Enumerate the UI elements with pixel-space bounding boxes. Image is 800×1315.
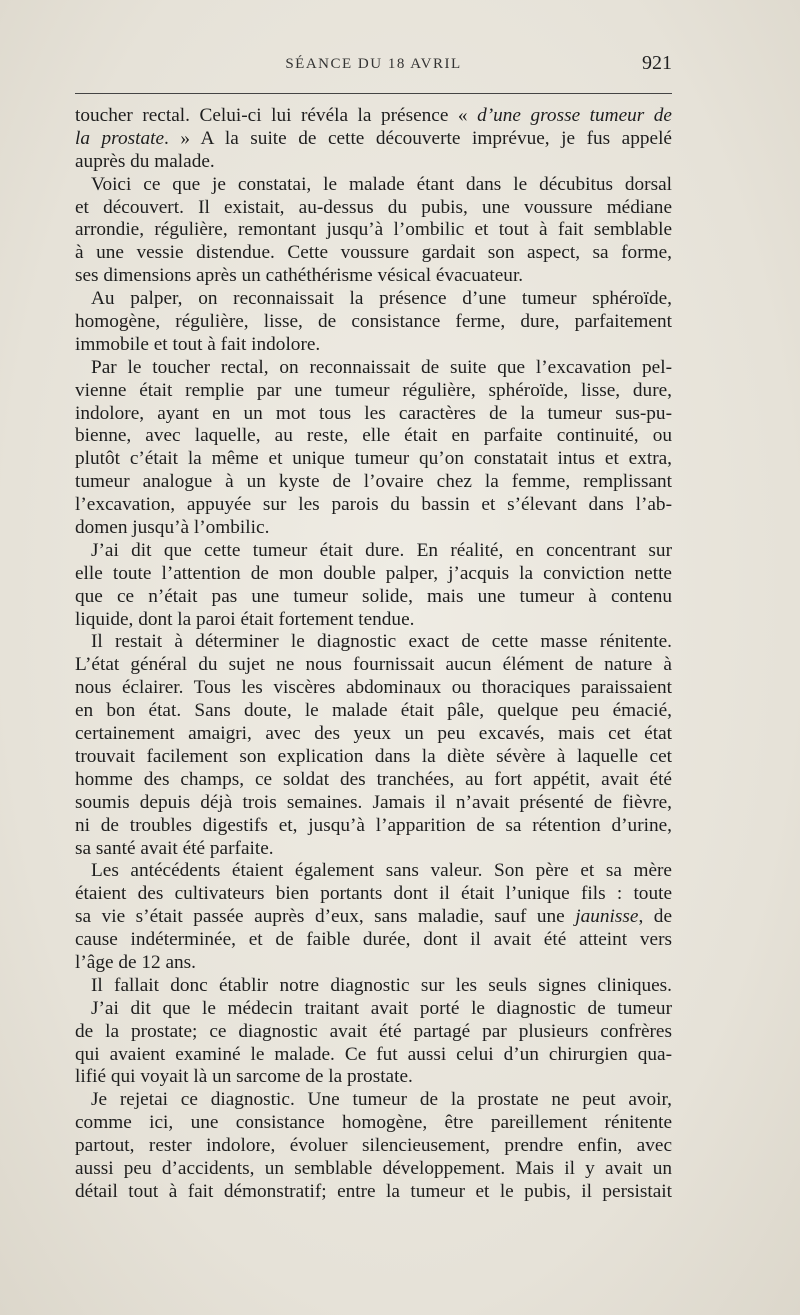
- text-segment: ni de troubles digestifs et, jusqu’à l’apparition de sa rétention d’urine,: [75, 814, 672, 836]
- text-segment: soumis depuis déjà trois semaines. Jamais il n’avait présenté de fièvre,: [75, 791, 672, 813]
- text-segment: , de: [638, 906, 672, 928]
- text-line: [75, 746, 672, 769]
- text-segment: de la prostate; ce diagnostic avait été partagé par plusieurs confrères: [75, 1020, 672, 1042]
- text-segment: domen jusqu’à l’ombilic.: [75, 517, 270, 539]
- italic-text: d’une grosse tumeur de: [477, 105, 672, 126]
- text-line: [75, 471, 672, 494]
- text-segment: lifié qui voyait là un sarcome de la prostate.: [75, 1066, 413, 1088]
- text-line: [75, 1044, 672, 1067]
- text-line: [75, 1089, 672, 1112]
- text-segment: liquide, dont la paroi était fortement tendue.: [75, 608, 415, 630]
- text-segment: Il restait à déterminer le diagnostic exact de cette masse rénitente.: [91, 631, 672, 653]
- text-line: [75, 380, 672, 403]
- text-segment: nous éclairer. Tous les viscères abdominaux ou thoraciques paraissaient: [75, 677, 672, 699]
- text-segment: trouvait facilement son explication dans la diète sévère à laquelle cet: [75, 745, 672, 767]
- text-line: [75, 334, 672, 357]
- text-line: [75, 197, 672, 220]
- text-segment: en bon état. Sans doute, le malade était pâle, quelque peu émacié,: [75, 700, 672, 722]
- page-number: 921: [642, 52, 672, 74]
- text-line: [75, 792, 672, 815]
- text-line: [75, 517, 672, 540]
- text-line: [75, 769, 672, 792]
- text-line: [75, 609, 672, 632]
- text-line: [75, 1021, 672, 1044]
- text-segment: vienne était remplie par une tumeur régulière, sphéroïde, lisse, dure,: [75, 379, 672, 401]
- text-segment: partout, rester indolore, évoluer silencieusement, prendre enfin, avec: [75, 1135, 672, 1157]
- text-line: [75, 288, 672, 311]
- text-line: [75, 838, 672, 861]
- text-line: [75, 128, 672, 151]
- text-segment: . » A la suite de cette découverte imprévue, je fus appelé: [164, 127, 672, 149]
- text-line: [75, 1181, 672, 1204]
- text-line: [75, 1135, 672, 1158]
- text-segment: détail tout à fait démonstratif; entre la tumeur et le pubis, il persistait: [75, 1180, 672, 1202]
- text-segment: J’ai dit que le médecin traitant avait porté le diagnostic de tumeur: [91, 997, 672, 1019]
- italic-text: jaunisse: [575, 906, 639, 928]
- text-segment: étaient des cultivateurs bien portants dont il était l’unique fils : toute: [75, 883, 672, 905]
- text-line: [75, 906, 672, 929]
- text-segment: ses dimensions après un cathéthérisme vésical évacuateur.: [75, 265, 524, 287]
- text-line: [75, 677, 672, 700]
- text-segment: Les antécédents étaient également sans valeur. Son père et sa mère: [91, 860, 672, 882]
- text-line: [75, 631, 672, 654]
- text-line: [75, 357, 672, 380]
- italic-text: la prostate: [75, 127, 165, 149]
- text-segment: toucher rectal. Celui-ci lui révéla la présence «: [75, 105, 478, 126]
- text-segment: Il fallait donc établir notre diagnostic sur les seuls signes cliniques.: [91, 974, 672, 996]
- text-line: [75, 494, 672, 517]
- text-line: [75, 540, 672, 563]
- text-segment: comme ici, une consistance homogène, être pareillement rénitente: [75, 1112, 672, 1134]
- text-segment: que ce n’était pas une tumeur solide, mais une tumeur à contenu: [75, 585, 672, 607]
- text-line: [75, 860, 672, 883]
- text-line: [75, 265, 672, 288]
- text-line: [75, 151, 672, 174]
- text-segment: tumeur analogue à un kyste de l’ovaire chez la femme, remplissant: [75, 471, 672, 493]
- text-segment: plutôt c’était la même et unique tumeur qu’on constatait intus et extra,: [75, 448, 672, 470]
- body-text: [75, 105, 672, 1204]
- text-line: [75, 563, 672, 586]
- text-segment: bienne, avec laquelle, au reste, elle était en parfaite continuité, ou: [75, 425, 672, 447]
- text-segment: L’état général du sujet ne nous fournissait aucun élément de nature à: [75, 654, 672, 676]
- text-segment: immobile et tout à fait indolore.: [75, 333, 321, 355]
- text-line: [75, 1112, 672, 1135]
- text-line: [75, 219, 672, 242]
- text-segment: à une vessie distendue. Cette voussure gardait son aspect, sa forme,: [75, 242, 672, 264]
- running-title: SÉANCE DU 18 AVRIL: [285, 56, 462, 72]
- text-segment: Je rejetai ce diagnostic. Une tumeur de la prostate ne peut avoir,: [91, 1089, 672, 1111]
- text-segment: homme des champs, ce soldat des tranchées, au fort appétit, avait été: [75, 768, 672, 790]
- text-line: [75, 242, 672, 265]
- text-segment: et découvert. Il existait, au-dessus du pubis, une voussure médiane: [75, 196, 672, 218]
- text-segment: l’excavation, appuyée sur les parois du bassin et s’élevant dans l’ab-: [75, 494, 672, 516]
- text-line: [75, 1066, 672, 1089]
- text-segment: Au palper, on reconnaissait la présence d’une tumeur sphéroïde,: [91, 288, 672, 310]
- text-segment: auprès du malade.: [75, 150, 215, 172]
- text-line: [75, 723, 672, 746]
- text-line: [75, 952, 672, 975]
- text-line: [75, 700, 672, 723]
- text-line: [75, 883, 672, 906]
- page-header: [75, 50, 672, 78]
- text-line: [75, 1158, 672, 1181]
- text-segment: indolore, ayant en un mot tous les caractères de la tumeur sus-pu-: [75, 402, 672, 424]
- text-line: [75, 815, 672, 838]
- text-segment: l’âge de 12 ans.: [75, 951, 196, 973]
- text-segment: sa vie s’était passée auprès d’eux, sans maladie, sauf une: [75, 906, 576, 928]
- text-segment: Voici ce que je constatai, le malade étant dans le décubitus dorsal: [91, 173, 672, 195]
- text-segment: J’ai dit que cette tumeur était dure. En réalité, en concentrant sur: [91, 539, 672, 561]
- text-segment: aussi peu d’accidents, un semblable développement. Mais il y avait un: [75, 1157, 672, 1179]
- text-segment: arrondie, régulière, remontant jusqu’à l’ombilic et tout à fait semblable: [75, 219, 672, 241]
- text-line: [75, 311, 672, 334]
- text-line: [75, 654, 672, 677]
- text-line: [75, 425, 672, 448]
- text-line: [75, 998, 672, 1021]
- text-line: [75, 586, 672, 609]
- text-segment: Par le toucher rectal, on reconnaissait de suite que l’excavation pel-: [91, 356, 672, 378]
- header-rule: [75, 93, 672, 94]
- text-line: [75, 403, 672, 426]
- text-line: [75, 975, 672, 998]
- text-segment: cause indéterminée, et de faible durée, dont il avait été atteint vers: [75, 929, 672, 951]
- text-segment: certainement amaigri, avec des yeux un peu excavés, mais cet état: [75, 723, 672, 745]
- text-line: [75, 929, 672, 952]
- text-segment: qui avaient examiné le malade. Ce fut aussi celui d’un chirurgien qua-: [75, 1043, 672, 1065]
- text-segment: sa santé avait été parfaite.: [75, 837, 274, 859]
- text-line: [75, 105, 672, 128]
- text-segment: homogène, régulière, lisse, de consistance ferme, dure, parfaitement: [75, 311, 672, 333]
- text-line: [75, 448, 672, 471]
- text-segment: elle toute l’attention de mon double palper, j’acquis la conviction nette: [75, 562, 672, 584]
- text-line: [75, 174, 672, 197]
